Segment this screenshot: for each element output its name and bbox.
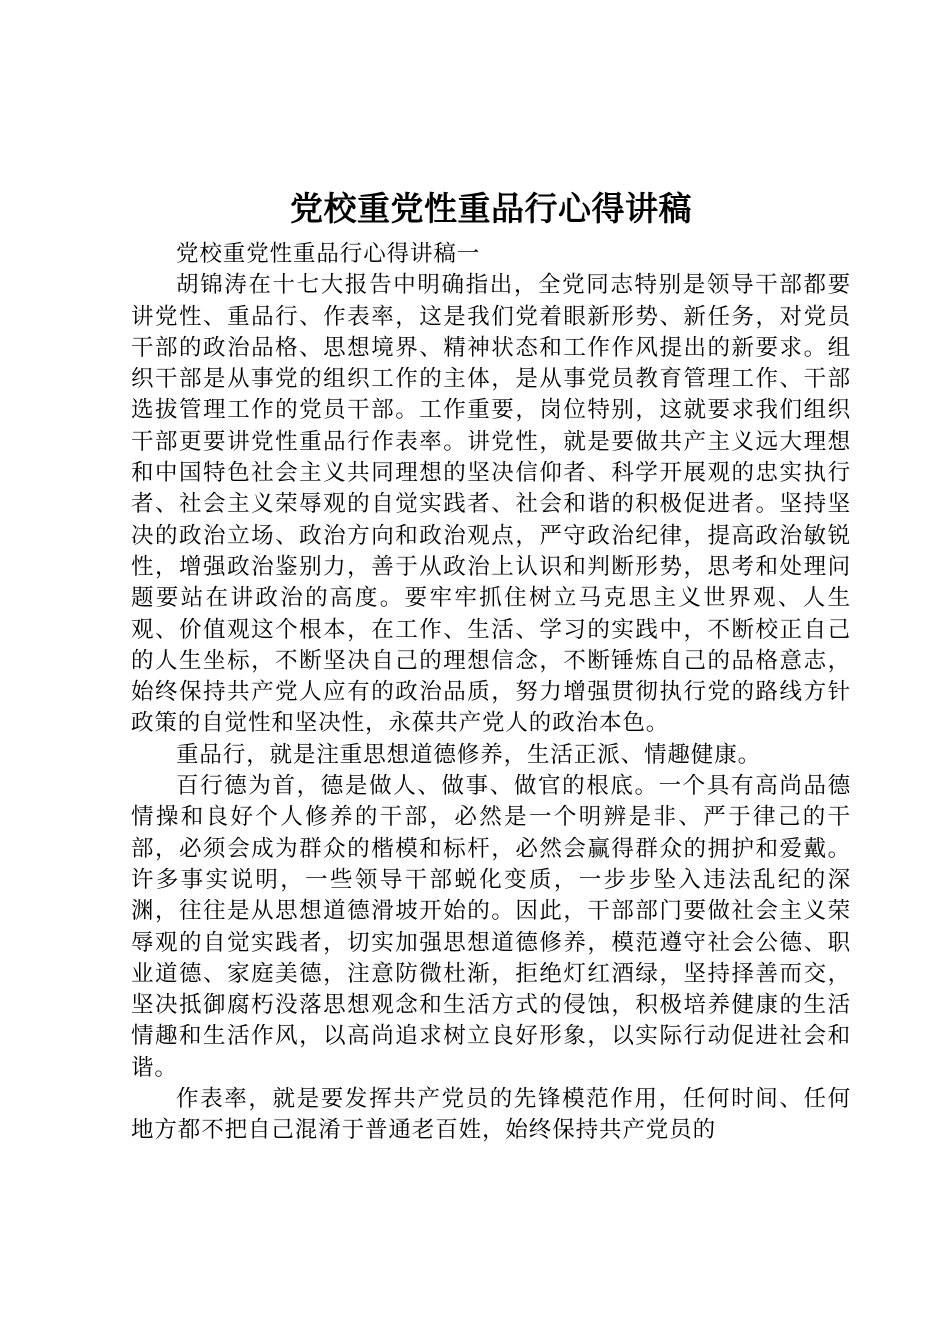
subtitle-paragraph: 党校重党性重品行心得讲稿一 bbox=[176, 241, 481, 267]
document-title: 党校重党性重品行心得讲稿 bbox=[290, 189, 692, 228]
body-paragraph: 作表率，就是要发挥共产党员的先锋模范作用，任何时间、任何地方都不把自己混淆于普通老百姓，始终保持共产党员的 bbox=[131, 1086, 851, 1144]
body-paragraph: 胡锦涛在十七大报告中明确指出，全党同志特别是领导干部都要讲党性、重品行、作表率，这是我们党着眼新形势、新任务，对党员干部的政治品格、思想境界、精神状态和工作作风提出的新要求。组织干部是从事党的组织工作的主体，是从事党员教育管理工作、干部选拔管理工作的党员干部。工作重要，岗位特别，这就要求我们组织干部更要讲党性重品行作表率。讲党性，就是要做共产主义远大理想和中国特色社会主义共同理想的坚决信仰者、科学开展观的忠实执行者、社会主义荣辱观的自觉实践者、社会和谐的积极促进者。坚持坚决的政治立场、政治方向和政治观点，严守政治纪律，提高政治敏锐性，增强政治鉴别力，善于从政治上认识和判断形势，思考和处理问题要站在讲政治的高度。要牢牢抓住树立马克思主义世界观、人生观、价值观这个根本，在工作、生活、学习的实践中，不断校正自己的人生坐标，不断坚决自己的理想信念，不断锤炼自己的品格意志，始终保持共产党人应有的政治品质，努力增强贯彻执行党的路线方针政策的自觉性和坚决性，永葆共产党人的政治本色。 bbox=[131, 272, 851, 737]
body-paragraph: 重品行，就是注重思想道德修养，生活正派、情趣健康。 bbox=[176, 741, 762, 768]
document-page bbox=[131, 187, 851, 1147]
body-paragraph: 百行德为首，德是做人、做事、做官的根底。一个具有高尚品德情操和良好个人修养的干部，必然是一个明辨是非、严于律己的干部，必须会成为群众的楷模和标杆，必然会赢得群众的拥护和爱戴。许多事实说明，一些领导干部蜕化变质，一步步坠入违法乱纪的深渊，往往是从思想道德滑坡开始的。因此，干部部门要做社会主义荣辱观的自觉实践者，切实加强思想道德修养，模范遵守社会公德、职业道德、家庭美德，注意防微杜渐，拒绝灯红酒绿，坚持择善而交，坚决抵御腐朽没落思想观念和生活方式的侵蚀，积极培养健康的生活情趣和生活作风，以高尚追求树立良好形象，以实际行动促进社会和谐。 bbox=[131, 773, 851, 1081]
